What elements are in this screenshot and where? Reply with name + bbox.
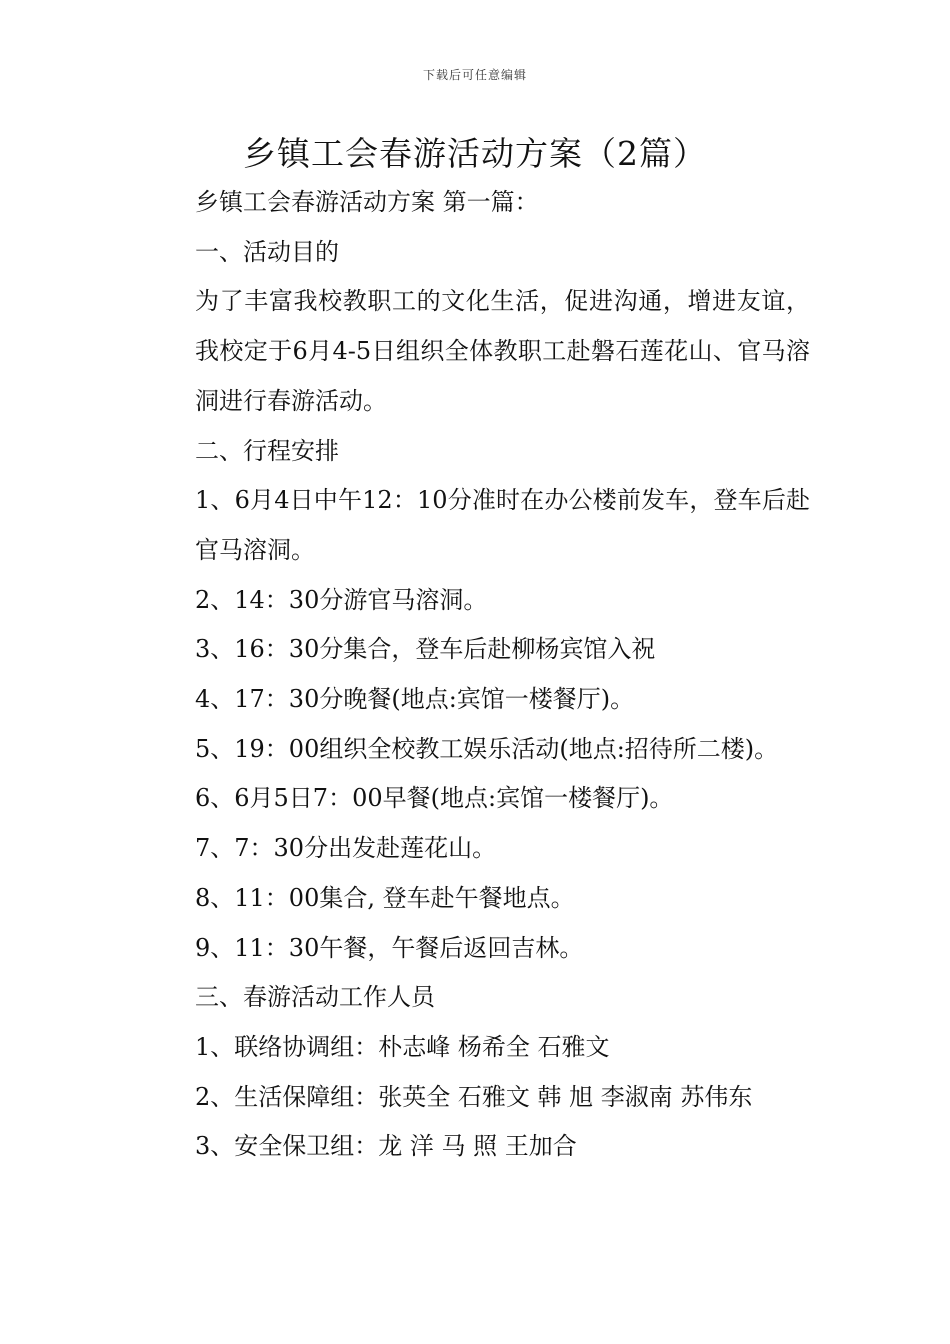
itinerary-item-2: 2、14：30分游官马溶洞。 bbox=[195, 585, 488, 614]
itinerary-item-3: 3、16：30分集合，登车后赴柳杨宾馆入祝 bbox=[195, 635, 656, 664]
section-heading-purpose: 一、活动目的 bbox=[195, 237, 339, 266]
staff-group-1: 1、联络协调组：朴志峰 杨希全 石雅文 bbox=[195, 1032, 610, 1061]
itinerary-item-4: 4、17：30分晚餐(地点:宾馆一楼餐厅)。 bbox=[195, 685, 635, 714]
itinerary-item-8: 8、11：00集合, 登车赴午餐地点。 bbox=[195, 883, 575, 912]
itinerary-item-9: 9、11：30午餐，午餐后返回吉林。 bbox=[195, 933, 584, 962]
itinerary-item-7: 7、7：30分出发赴莲花山。 bbox=[195, 834, 497, 863]
itinerary-item-6: 6、6月5日7：00早餐(地点:宾馆一楼餐厅)。 bbox=[195, 784, 674, 813]
itinerary-item-1: 1、6月4日中午12：10分准时在办公楼前发车，登车后赴官马溶洞。 bbox=[195, 486, 810, 564]
section-heading-staff: 三、春游活动工作人员 bbox=[195, 983, 435, 1012]
staff-group-2: 2、生活保障组：张英全 石雅文 韩 旭 李淑南 苏伟东 bbox=[195, 1082, 753, 1111]
document-title: 乡镇工会春游活动方案（2篇） bbox=[243, 134, 707, 173]
intro-line: 乡镇工会春游活动方案 第一篇： bbox=[195, 188, 539, 216]
itinerary-item-5: 5、19：00组织全校教工娱乐活动(地点:招待所二楼)。 bbox=[195, 734, 779, 763]
staff-group-3: 3、安全保卫组：龙 洋 马 照 王加合 bbox=[195, 1132, 577, 1161]
purpose-paragraph: 为了丰富我校教职工的文化生活，促进沟通，增进友谊，我校定于6月4-5日组织全体教职工赴磐石莲花山、官马溶洞进行春游活动。 bbox=[195, 287, 810, 415]
section-heading-itinerary: 二、行程安排 bbox=[195, 436, 339, 465]
document-body bbox=[145, 178, 810, 1172]
header-note: 下载后可任意编辑 bbox=[422, 68, 527, 82]
